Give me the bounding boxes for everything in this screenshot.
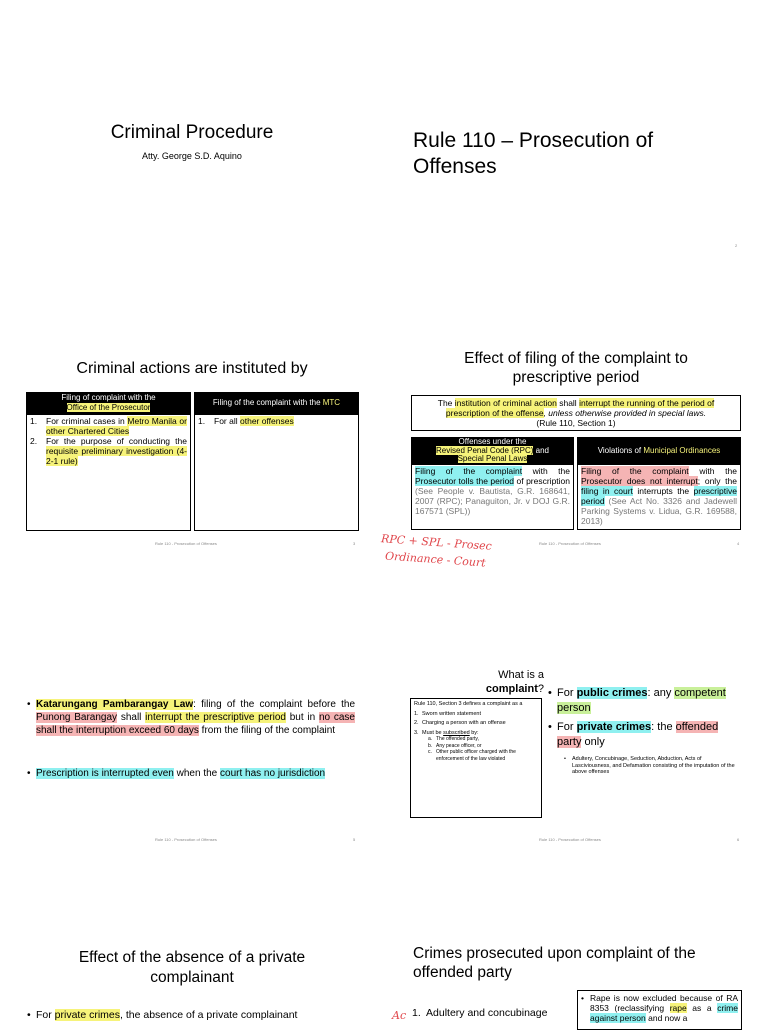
bullet-public-crimes: • For public crimes: any competent person: [548, 687, 726, 714]
header-text: Filing of complaint with the: [61, 393, 156, 402]
slide-7: [0, 940, 384, 1024]
slide-footer: Rule 110 - Prosecution of Offenses: [539, 837, 601, 842]
list-item: 3. Must be subscribed by:: [414, 729, 479, 736]
bullet-private-crimes-absence: • For private crimes, the absence of a private complainant: [27, 1009, 298, 1021]
page-number: 6: [737, 837, 740, 842]
list-item: 2. For the purpose of conducting the requisite preliminary investigation (4-2-1 rule): [30, 436, 187, 466]
bullet-icon: •: [581, 993, 584, 1003]
bullet-icon: •: [27, 768, 31, 779]
bullet-prescription: • Prescription is interrupted even when the court has no jurisdiction: [27, 768, 326, 779]
page-number: 4: [737, 541, 740, 546]
slide-1: [0, 0, 384, 320]
list-item: 2. Charging a person with an offense: [414, 720, 506, 726]
sub-item: a. The offended party,: [428, 736, 479, 742]
private-crimes-list: • Adultery, Concubinage, Seduction, Abduction, Acts of Lasciviousness, and Defamation consisting of the imputation of the above offenses: [564, 756, 735, 775]
bullet-icon: •: [27, 1009, 31, 1021]
bullet-icon: •: [548, 687, 552, 699]
complaint-definition-box: [410, 698, 542, 818]
column-header-mtc: Filing of the complaint with the MTC: [194, 392, 359, 414]
slide-3: [0, 330, 384, 560]
slide-7-title: Effect of the absence of a private complainant: [78, 949, 306, 986]
handwritten-note: RPC + SPL - Prosec: [380, 532, 493, 553]
slide-footer: Rule 110 - Prosecution of Offenses: [155, 837, 217, 842]
slide-4: [380, 330, 768, 575]
slide-5: [0, 690, 384, 850]
bullet-icon: •: [564, 756, 566, 762]
column-box-prosecutor: [26, 414, 191, 531]
page-number: 2: [735, 243, 738, 248]
slide-1-author: Atty. George S.D. Aquino: [142, 151, 242, 161]
definition-intro: Rule 110, Section 3 defines a complaint as a: [414, 701, 523, 707]
column-header-prosecutor: [26, 392, 191, 414]
header-highlight: Office of the Prosecutor: [66, 403, 151, 412]
page-number: 3: [353, 541, 356, 546]
crime-list-item: 1. Adultery and concubinage: [412, 1007, 548, 1019]
handwritten-note: Ordinance - Court: [384, 549, 487, 570]
slide-2-title: Rule 110 – Prosecution of Offenses: [413, 129, 654, 178]
list-item: 1. Sworn written statement: [414, 710, 481, 717]
slide-2: [384, 0, 768, 320]
slide-4-title: Effect of filing of the complaint to prescriptive period: [464, 350, 688, 386]
cell-rpc-spl: Filing of the complaint with the Prosecutor tolls the period of prescription (See People v. Bautista, G.R. 168641, 2007 (RPC); Panaguiton, Jr. v DOJ G.R. 167571 (SPL)): [411, 464, 574, 530]
bullet-icon: •: [27, 699, 31, 710]
handwritten-note: Ac: [392, 1009, 407, 1022]
bullet-private-crimes: • For private crimes: the offended party only: [548, 721, 719, 748]
slide-footer: Rule 110 - Prosecution of Offenses: [539, 541, 601, 546]
sub-item: c. Other public officer charged with the enforcement of the law violated: [428, 749, 516, 762]
page-number: 5: [353, 837, 356, 842]
sub-item: b. Any peace officer, or: [428, 742, 482, 749]
slide-3-title: Criminal actions are instituted by: [76, 360, 308, 377]
column-box-mtc: [194, 414, 359, 531]
slide-footer: Rule 110 - Prosecution of Offenses: [155, 541, 217, 546]
bullet-icon: •: [548, 721, 552, 733]
rule-quote-box: The institution of criminal action shall interrupt the running of the period of prescription of the offense, unless otherwise provided in special laws. (Rule 110, Section 1): [411, 395, 741, 431]
slide-8: [384, 940, 768, 1024]
header-ordinances: Violations of Municipal Ordinances: [577, 437, 741, 464]
list-item: 1. For all other offenses: [198, 416, 294, 426]
question-heading: What is a complaint?: [485, 669, 544, 695]
slide-6: [384, 660, 768, 850]
slide-8-title: Crimes prosecuted upon complaint of the offended party: [413, 945, 696, 981]
list-item: 1. For criminal cases in Metro Manila or other Chartered Cities: [30, 416, 187, 436]
slide-1-title: Criminal Procedure: [110, 122, 274, 143]
cell-ordinances: Filing of the complaint with the Prosecutor does not interrupt; only the filing in court interrupts the prescriptive period (See Act No. 3326 and Jadewell Parking Systems v. Lidua, G.R. 169588, 2013): [577, 464, 741, 530]
rape-note-box: • Rape is now excluded because of RA 8353 (reclassifying rape as a crime against person and now a: [577, 990, 742, 1030]
header-rpc-spl: Offenses under the Revised Penal Code (RPC) and Special Penal Laws: [411, 437, 574, 464]
bullet-katarungang: • Katarungang Pambarangay Law: filing of the complaint before the Punong Barangay shall interrupt the prescriptive period but in no case shall the interruption exceed 60 days from the filing of the complaint: [27, 699, 356, 736]
